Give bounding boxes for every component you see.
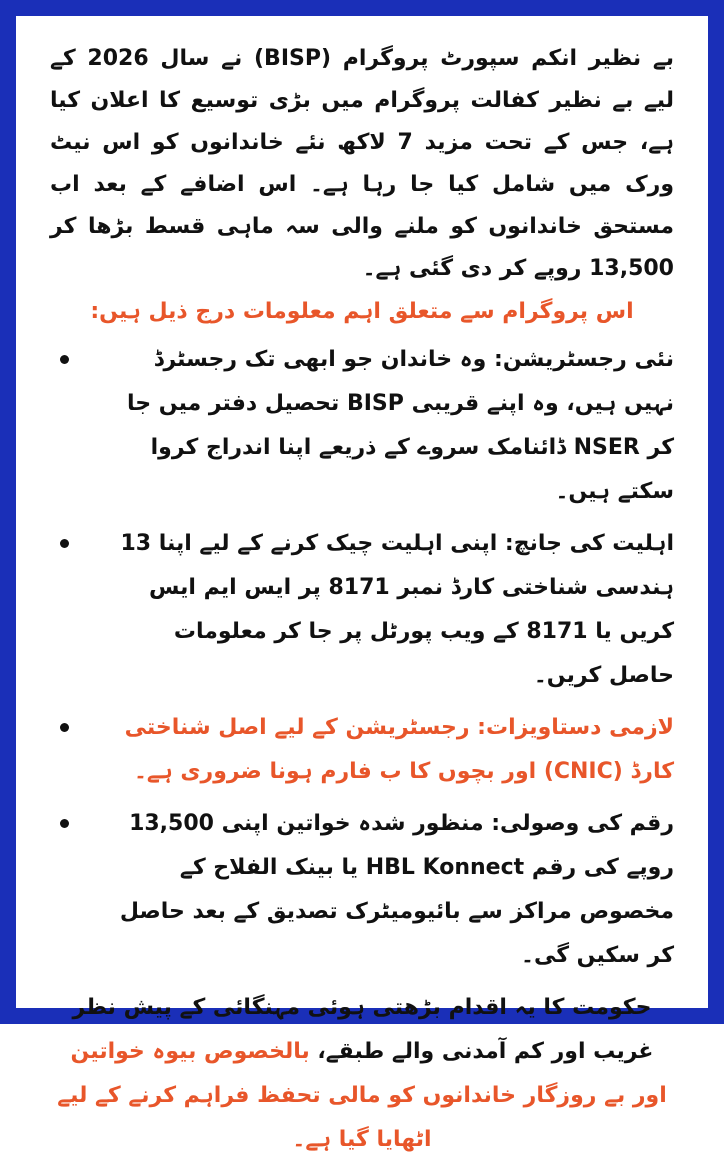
bullet-icon [60,723,69,732]
bullet-icon [60,355,69,364]
info-list [50,338,674,978]
list-item-payment-collection [50,802,674,978]
section-heading: اس پروگرام سے متعلق اہم معلومات درج ذیل ہیں: [90,299,634,324]
list-item-text: نئی رجسٹریشن: وہ خاندان جو ابھی تک رجسٹرڈ نہیں ہیں، وہ اپنے قریبی BISP تحصیل دفتر میں جا کر NSER ڈائنامک سروے کے ذریعے اپنا اندراج کروا سکتے ہیں۔ [127,347,674,504]
list-item-text: لازمی دستاویزات: رجسٹریشن کے لیے اصل شناختی کارڈ (CNIC) اور بچوں کا ب فارم ہونا ضروری ہے۔ [124,715,674,784]
closing-paragraph [50,986,674,1162]
list-item-text: رقم کی وصولی: منظور شدہ خواتین اپنی 13,500 روپے کی رقم HBL Konnect یا بینک الفلاح کے مخصوص مراکز سے بائیومیٹرک تصدیق کے بعد حاصل کر سکیں گی۔ [119,811,674,968]
closing-text-black: حکومت کا یہ اقدام بڑھتی ہوئی مہنگائی کے پیش نظر غریب اور کم آمدنی والے طبقے، [72,995,654,1064]
intro-paragraph: بے نظیر انکم سپورٹ پروگرام (BISP) نے سال 2026 کے لیے بے نظیر کفالت پروگرام میں بڑی توسیع کا اعلان کیا ہے، جس کے تحت مزید 7 لاکھ نئے خاندانوں کو اس نیٹ ورک میں شامل کیا جا رہا ہے۔ اس اضافے کے بعد اب مستحق خاندانوں کو ملنے والی سہ ماہی قسط بڑھا کر 13,500 روپے کر دی گئی ہے۔ [50,46,675,281]
article-body [50,38,675,1152]
list-item-eligibility-check [50,522,674,698]
list-item-new-registration [50,338,674,514]
list-item-required-documents [50,706,674,794]
bullet-icon [60,539,69,548]
bullet-icon [60,819,69,828]
closing-text-red: بالخصوص بیوہ خواتین اور بے روزگار خاندانوں کو مالی تحفظ فراہم کرنے کے لیے اٹھایا گیا ہے۔ [57,1039,667,1152]
list-item-text: اہلیت کی جانچ: اپنی اہلیت چیک کرنے کے لیے اپنا 13 ہندسی شناختی کارڈ نمبر 8171 پر ایس ایم ایس کریں یا 8171 کے ویب پورٹل پر جا کر معلومات حاصل کریں۔ [120,531,674,688]
